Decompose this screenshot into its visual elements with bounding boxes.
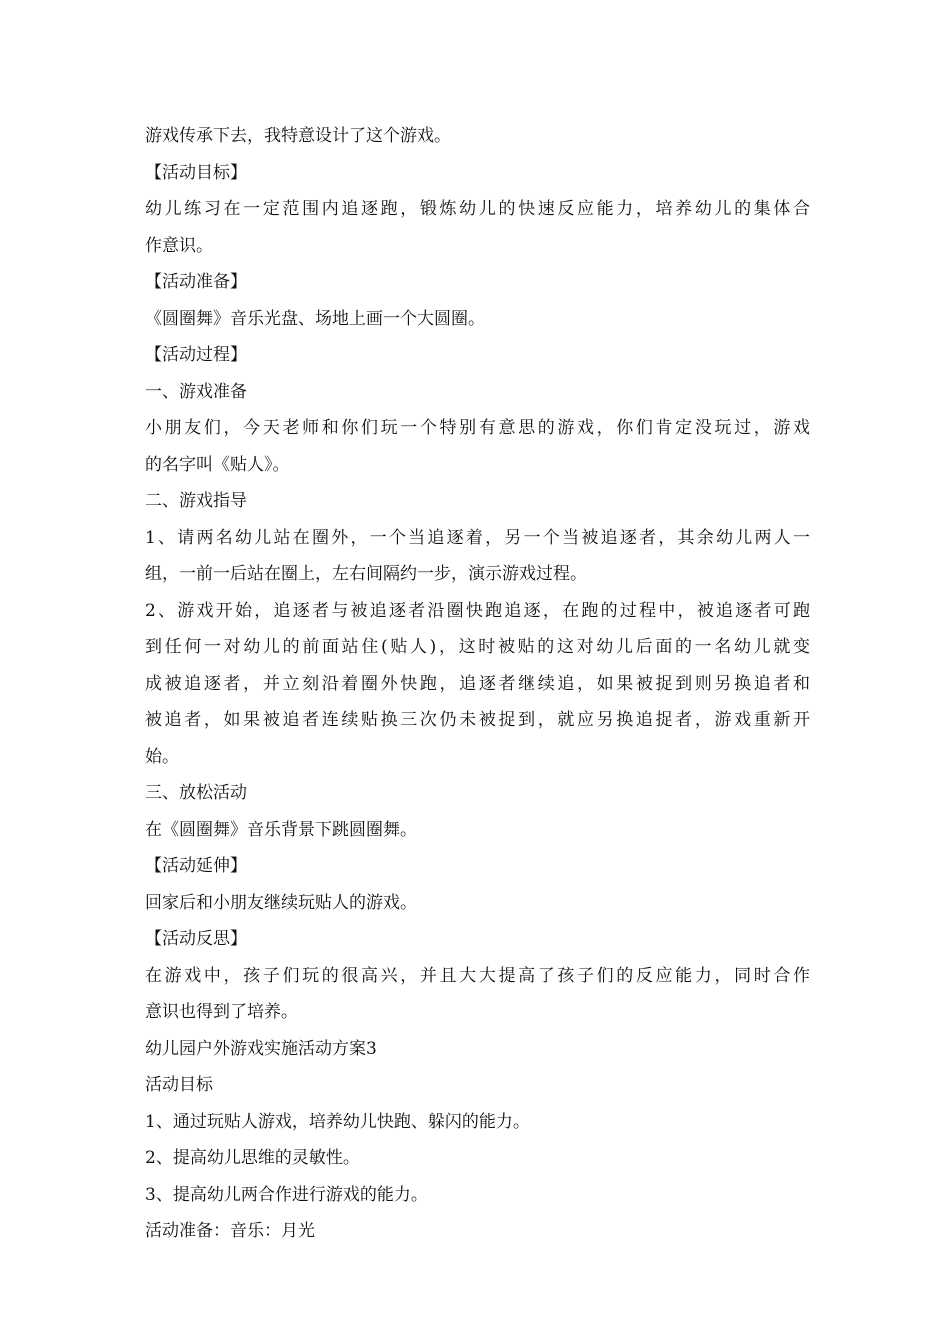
text-line: 回家后和小朋友继续玩贴人的游戏。 [145,892,417,913]
text-line: 【活动反思】 [145,929,247,949]
text-line: 意识也得到了培养。 [145,1002,298,1022]
text-line: 一、游戏准备 [145,381,247,402]
text-line: 组，一前一后站在圈上，左右间隔约一步，演示游戏过程。 [145,564,587,584]
text-line: 2、游戏开始，追逐者与被追逐者沿圈快跑追逐，在跑的过程中，被追逐者可跑 [145,600,810,621]
text-line: 幼儿练习在一定范围内追逐跑，锻炼幼儿的快速反应能力，培养幼儿的集体合 [145,199,810,219]
text-line: 二、游戏指导 [145,491,247,511]
text-line: 在游戏中，孩子们玩的很高兴，并且大大提高了孩子们的反应能力，同时合作 [145,965,810,986]
text-line: 活动目标 [145,1075,213,1095]
text-line: 【活动目标】 [145,162,247,183]
text-line: 游戏传承下去，我特意设计了这个游戏。 [145,126,451,146]
text-line: 【活动延伸】 [145,856,247,876]
text-line: 3、提高幼儿两合作进行游戏的能力。 [145,1184,428,1205]
text-line: 《圆圈舞》音乐光盘、场地上画一个大圆圈。 [145,308,485,329]
text-line: 三、放松活动 [145,783,247,803]
text-line: 1、通过玩贴人游戏，培养幼儿快跑、躲闪的能力。 [145,1111,530,1132]
text-line: 成被追逐者，并立刻沿着圈外快跑，追逐者继续追，如果被捉到则另换追者和 [145,673,810,694]
text-line: 【活动过程】 [145,345,247,365]
text-line: 1、请两名幼儿站在圈外，一个当追逐着，另一个当被追逐者，其余幼儿两人一 [145,527,810,548]
text-line: 2、提高幼儿思维的灵敏性。 [145,1148,360,1168]
text-line: 幼儿园户外游戏实施活动方案3 [145,1038,377,1059]
text-line: 小朋友们，今天老师和你们玩一个特别有意思的游戏，你们肯定没玩过，游戏 [145,418,810,438]
text-line: 到任何一对幼儿的前面站住(贴人)，这时被贴的这对幼儿后面的一名幼儿就变 [145,637,810,657]
text-line: 【活动准备】 [145,272,247,292]
text-line: 在《圆圈舞》音乐背景下跳圆圈舞。 [145,819,417,840]
text-line: 被追者，如果被追者连续贴换三次仍未被捉到，就应另换追捉者，游戏重新开 [145,710,810,730]
text-line: 活动准备：音乐：月光 [145,1221,315,1241]
text-line: 作意识。 [145,235,213,256]
text-line: 始。 [145,746,179,767]
document-body [145,118,810,1250]
text-line: 的名字叫《贴人》。 [145,454,290,475]
